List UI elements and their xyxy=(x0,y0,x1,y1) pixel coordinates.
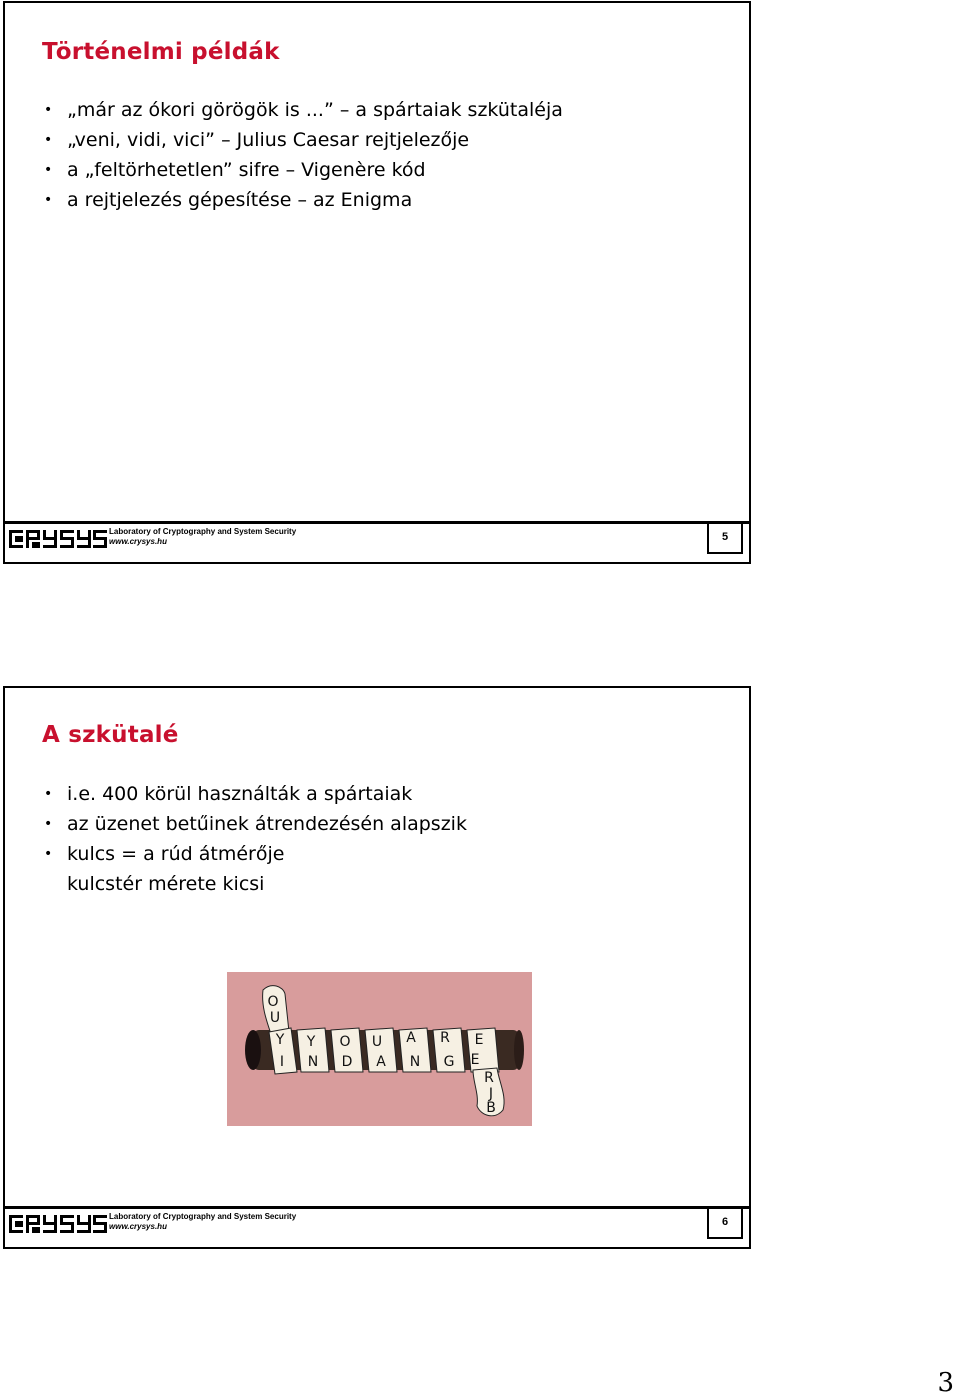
slide-5 xyxy=(3,1,751,564)
crysys-logo xyxy=(9,528,107,550)
crysys-logo xyxy=(9,1213,107,1235)
lab-url: www.crysys.hu xyxy=(109,537,167,546)
lab-credit xyxy=(109,1212,296,1232)
slide-page-number: 6 xyxy=(707,1209,743,1239)
strip-letter: Y xyxy=(306,1034,316,1050)
strip-letter: B xyxy=(486,1100,496,1116)
list-item-continuation: kulcstér mérete kicsi xyxy=(67,873,265,895)
strip-letter: U xyxy=(269,1010,281,1026)
strip-letter: U xyxy=(371,1034,383,1050)
bullet-list xyxy=(27,95,563,215)
strip-letter: I xyxy=(279,1054,285,1070)
strip-letter: A xyxy=(406,1030,416,1046)
scytale-illustration xyxy=(227,972,532,1126)
strip-letter: G xyxy=(443,1054,455,1070)
strip-letter: O xyxy=(339,1034,351,1050)
lab-url: www.crysys.hu xyxy=(109,1222,167,1231)
list-item: • „veni, vidi, vici” – Julius Caesar rejtjelezője xyxy=(44,129,470,151)
strip-letter: D xyxy=(341,1054,353,1070)
list-item: • az üzenet betűinek átrendezésén alapszik xyxy=(44,813,467,835)
list-item: • i.e. 400 körül használták a spártaiak xyxy=(44,783,413,805)
strip-letter: O xyxy=(267,994,279,1010)
sheet-page-number: 3 xyxy=(937,1368,954,1398)
strip-letter: N xyxy=(409,1054,421,1070)
lab-credit xyxy=(109,527,296,547)
strip-letter: Y xyxy=(275,1032,285,1048)
slide-title: A szkütalé xyxy=(42,722,179,748)
slide-6 xyxy=(3,686,751,1249)
slide-footer xyxy=(5,1206,749,1247)
slide-page-number: 5 xyxy=(707,524,743,554)
strip-letter: R xyxy=(484,1070,494,1086)
slide-footer xyxy=(5,521,749,562)
list-item: • „már az ókori görögök is ...” – a spártaiak szkütaléja xyxy=(44,99,563,121)
list-item: • a rejtjelezés gépesítése – az Enigma xyxy=(44,189,413,211)
strip-letter: N xyxy=(307,1054,319,1070)
strip-letter: E xyxy=(470,1052,480,1068)
strip-letter: A xyxy=(376,1054,386,1070)
list-item: • kulcs = a rúd átmérője xyxy=(44,843,285,865)
strip-letter: E xyxy=(474,1032,484,1048)
strip-letter: J xyxy=(488,1086,494,1102)
strip-letter: R xyxy=(440,1030,450,1046)
bullet-list xyxy=(27,779,467,899)
list-item: • a „feltörhetetlen” sifre – Vigenère kód xyxy=(44,159,426,181)
lab-name: Laboratory of Cryptography and System Security xyxy=(109,1212,297,1221)
lab-name: Laboratory of Cryptography and System Security xyxy=(109,527,297,536)
slide-title: Történelmi példák xyxy=(42,39,280,65)
